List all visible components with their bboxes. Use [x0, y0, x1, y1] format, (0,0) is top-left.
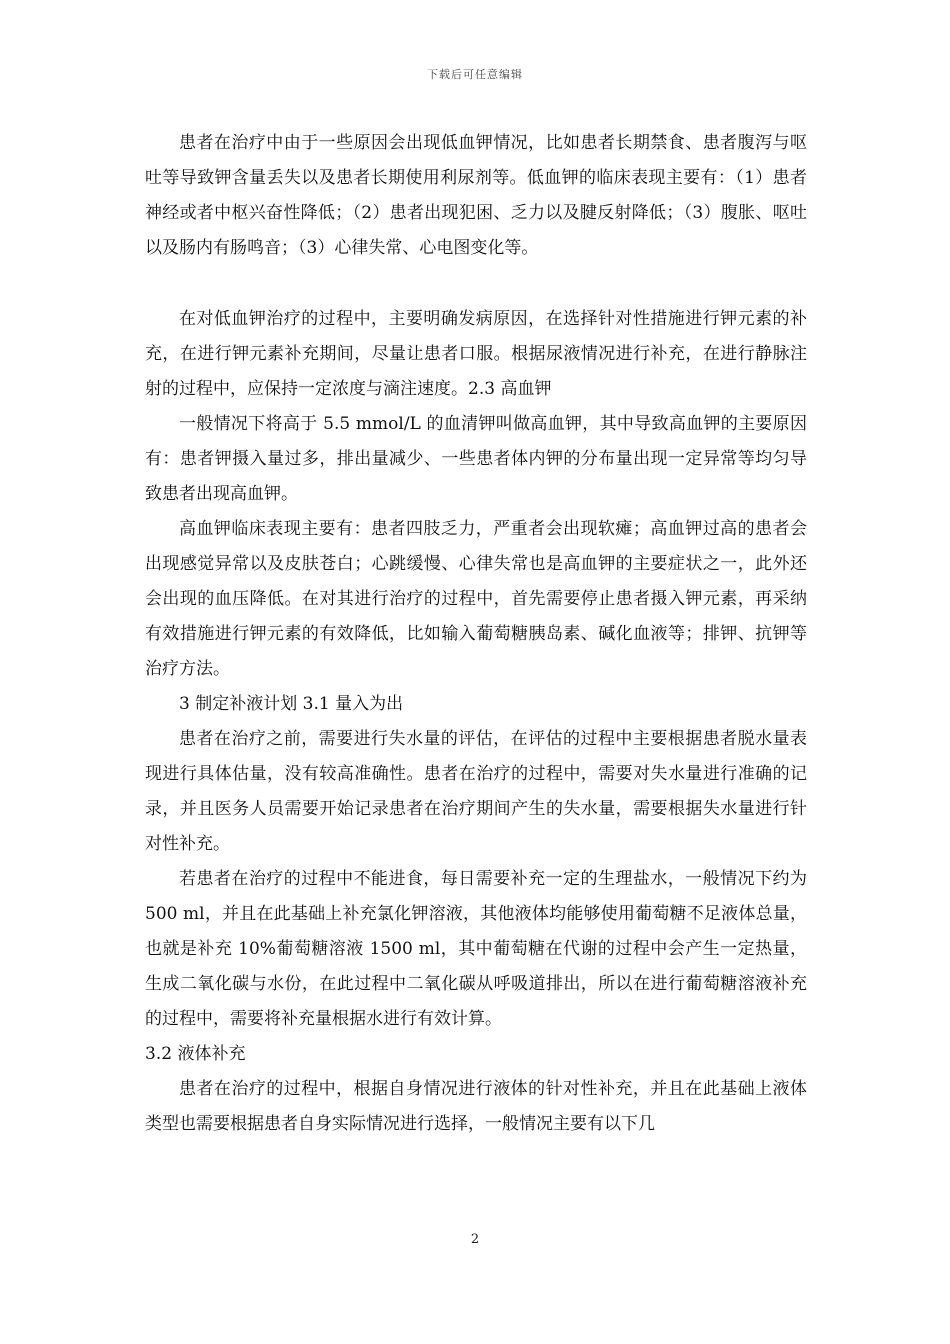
paragraph-water-loss-assessment: 患者在治疗之前，需要进行失水量的评估，在评估的过程中主要根据患者脱水量表现进行具体估量，没有较高准确性。患者在治疗的过程中，需要对失水量进行准确的记录，并且医务人员需要开始记录患者在治疗期间产生的失水量，需要根据失水量进行针对性补充。	[145, 729, 807, 854]
paragraph-fluid-type-selection: 患者在治疗的过程中，根据自身情况进行液体的针对性补充，并且在此基础上液体类型也需要根据患者自身实际情况进行选择，一般情况主要有以下几	[145, 1079, 807, 1134]
section-heading-fluid-supplement: 3.2 液体补充	[145, 1044, 246, 1064]
paragraph-hypokalemia-causes: 患者在治疗中由于一些原因会出现低血钾情况，比如患者长期禁食、患者腹泻与呕吐等导致钾含量丢失以及患者长期使用利尿剂等。低血钾的临床表现主要有：（1）患者神经或者中枢兴奋性降低；（2）患者出现犯困、乏力以及腱反射降低；（3）腹胀、呕吐以及肠内有肠鸣音；（3）心律失常、心电图变化等。	[145, 133, 807, 258]
paragraph-glucose-supplement: 若患者在治疗的过程中不能进食，每日需要补充一定的生理盐水，一般情况下约为 500 ml，并且在此基础上补充氯化钾溶液，其他液体均能够使用葡萄糖不足液体总量，也就是补充 10%葡萄糖溶液 1500 ml，其中葡萄糖在代谢的过程中会产生一定热量，生成二氧化碳与水份，在此过程中二氧化碳从呼吸道排出，所以在进行葡萄糖溶液补充的过程中，需要将补充量根据水进行有效计算。	[145, 869, 807, 1029]
section-heading-fluid-plan: 3 制定补液计划 3.1 量入为出	[179, 694, 404, 714]
paragraph-gap	[145, 266, 807, 302]
paragraph-hyperkalemia-definition: 一般情况下将高于 5.5 mmol/L 的血清钾叫做高血钾，其中导致高血钾的主要原因有：患者钾摄入量过多，排出量减少、一些患者体内钾的分布量出现一定异常等均匀导致患者出现高血钾。	[145, 414, 807, 504]
paragraph-hypokalemia-treatment: 在对低血钾治疗的过程中，主要明确发病原因，在选择针对性措施进行钾元素的补充，在进行钾元素补充期间，尽量让患者口服。根据尿液情况进行补充，在进行静脉注射的过程中，应保持一定浓度与滴注速度。2.3 高血钾	[145, 309, 807, 399]
page-header: 下载后可任意编辑	[427, 68, 523, 81]
document-body	[145, 126, 807, 1142]
paragraph-hyperkalemia-symptoms: 高血钾临床表现主要有：患者四肢乏力，严重者会出现软瘫；高血钾过高的患者会出现感觉异常以及皮肤苍白；心跳缓慢、心律失常也是高血钾的主要症状之一，此外还会出现的血压降低。在对其进行治疗的过程中，首先需要停止患者摄入钾元素，再采纳有效措施进行钾元素的有效降低，比如输入葡萄糖胰岛素、碱化血液等；排钾、抗钾等治疗方法。	[145, 519, 807, 679]
page-number: 2	[470, 1232, 480, 1247]
